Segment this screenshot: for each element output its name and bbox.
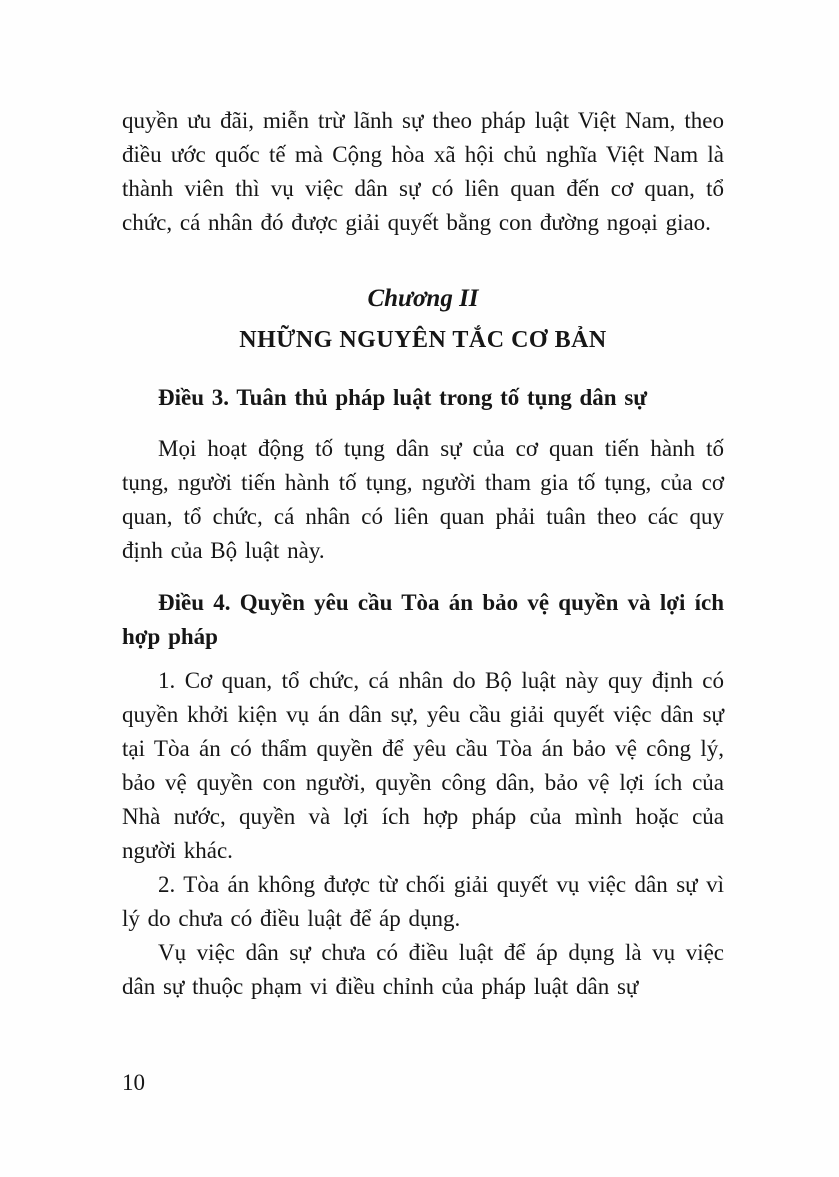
article-4-paragraph-1: 1. Cơ quan, tổ chức, cá nhân do Bộ luật này quy định có quyền khởi kiện vụ án dân sự, yêu cầu giải quyết việc dân sự tại Tòa án có thẩm quyền để yêu cầu Tòa án bảo vệ công lý, bảo vệ quyền con người, quyền công dân, bảo vệ lợi ích của Nhà nước, quyền và lợi ích hợp pháp của mình hoặc của người khác. [122,668,724,863]
article-4-paragraph-3: Vụ việc dân sự chưa có điều luật để áp dụng là vụ việc dân sự thuộc phạm vi điều chỉnh của pháp luật dân sự [122,940,724,999]
article-3-paragraph: Mọi hoạt động tố tụng dân sự của cơ quan tiến hành tố tụng, người tiến hành tố tụng, người tham gia tố tụng, của cơ quan, tổ chức, cá nhân có liên quan phải tuân theo các quy định của Bộ luật này. [122,436,724,563]
article-3-heading: Điều 3. Tuân thủ pháp luật trong tố tụng dân sự [158,385,648,410]
text-block [122,104,724,1004]
article-4-paragraph-2: 2. Tòa án không được từ chối giải quyết vụ việc dân sự vì lý do chưa có điều luật để áp dụng. [122,872,724,931]
article-4-heading: Điều 4. Quyền yêu cầu Tòa án bảo vệ quyền và lợi ích hợp pháp [122,590,724,649]
page-number: 10 [122,1070,145,1095]
chapter-title-heading: NHỮNG NGUYÊN TẮC CƠ BẢN [239,327,607,353]
continuation-paragraph: quyền ưu đãi, miễn trừ lãnh sự theo pháp luật Việt Nam, theo điều ước quốc tế mà Cộng hòa xã hội chủ nghĩa Việt Nam là thành viên thì vụ việc dân sự có liên quan đến cơ quan, tổ chức, cá nhân đó được giải quyết bằng con đường ngoại giao. [122,108,724,235]
chapter-number-heading: Chương II [367,285,479,312]
